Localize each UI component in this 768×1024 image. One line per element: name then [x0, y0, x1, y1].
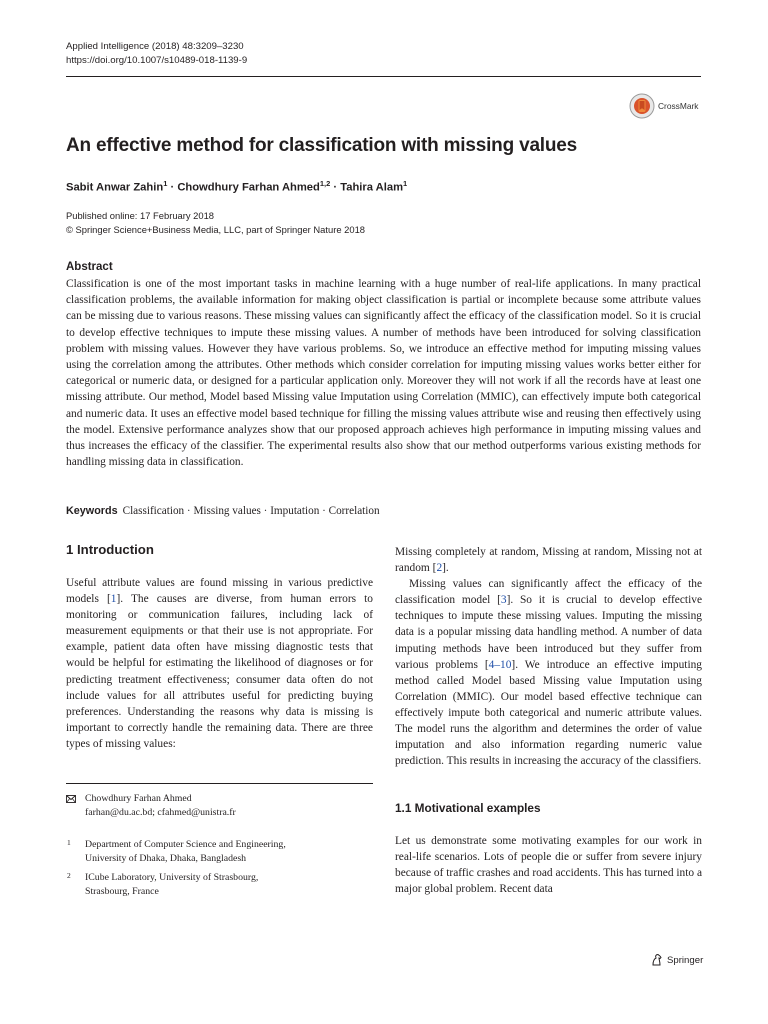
author-affiliation: 1 — [403, 179, 408, 188]
author-name[interactable]: Chowdhury Farhan Ahmed — [177, 181, 320, 194]
journal-header — [66, 40, 247, 68]
section-heading-introduction: 1 Introduction — [66, 542, 154, 557]
keywords-line — [66, 505, 380, 517]
author-separator: · — [330, 181, 341, 194]
motivational-paragraph: Let us demonstrate some motivating examples for our work in real-life scenarios. Lots of people die or suffer from severe injury because of traffic crashes and road accidents. This has turned into a major global problem. Recent data — [395, 835, 703, 896]
affiliation-line: Department of Computer Science and Engineering, — [85, 839, 286, 850]
affiliation-number: 2 — [67, 871, 71, 880]
intro-paragraph — [395, 544, 702, 576]
citation-link[interactable]: 1 — [110, 593, 117, 606]
motivational-column — [395, 833, 702, 897]
keywords-label: Keywords — [66, 505, 118, 517]
author-affiliation: 1,2 — [319, 179, 331, 188]
affiliation-line: University of Dhaka, Dhaka, Bangladesh — [85, 852, 247, 864]
affiliation-line: Strasbourg, France — [85, 885, 159, 897]
subsection-heading-motivational-examples: 1.1 Motivational examples — [395, 801, 541, 815]
author-separator: · — [167, 181, 178, 194]
journal-citation: Applied Intelligence (2018) 48:3209–3230 — [66, 41, 244, 52]
footnote-rule — [66, 783, 373, 784]
intro-paragraph — [395, 576, 702, 769]
text-run: Missing values can significantly affect the efficacy of the classification model [ — [395, 578, 702, 607]
citation-link[interactable]: 2 — [436, 562, 443, 575]
affiliation-note-2 — [67, 871, 259, 898]
doi-link[interactable]: https://doi.org/10.1007/s10489-018-1139-9 — [66, 55, 248, 66]
corresponding-author-name: Chowdhury Farhan Ahmed — [85, 793, 192, 804]
publication-info — [66, 209, 365, 237]
crossmark-icon — [629, 93, 655, 119]
intro-left-column — [66, 575, 373, 752]
copyright-notice: © Springer Science+Business Media, LLC, part of Springer Nature 2018 — [66, 224, 365, 235]
text-run: Missing completely at random, Missing at random, Missing not at random [ — [395, 546, 702, 575]
text-run: Useful attribute values are found missing in various predictive models [ — [66, 577, 373, 606]
text-run: ]. We introduce an effective imputing method called Model based Missing value Imputation using Correlation (MMIC). Our model based effective technique can effectively impute both categorical and numeric attribute values. The model runs the algorithm and determines the order of value imputation and also information regarding numeric value prediction. This results in increasing the accuracy of the classifiers. — [395, 658, 702, 768]
author-list — [66, 179, 407, 194]
springer-horse-icon — [650, 953, 664, 967]
text-run: ]. The causes are diverse, from human errors to monitoring or communication failures, including lack of measurement equipments or that their use is not appropriate. For example, patient data often have missing diagnostic tests that would be helpful for estimating the likelihood of diagnoses or for predicting treatment effectiveness; consumer data often do not include values for all attributes useful for predicting buying preferences. Understanding the reasons why data is missing is important to correctly handle the remaining data. There are three types of missing values: — [66, 593, 373, 750]
corresponding-author-note — [85, 792, 236, 819]
paper-title: An effective method for classification with missing values — [66, 135, 578, 156]
text-run: ]. So it is crucial to develop effective techniques to impute these missing values. Imputing the missing data is a popular missing data handling method. A number of data imputing methods have been introduced but they suffer from various problems [ — [395, 594, 702, 671]
affiliation-note-1 — [67, 838, 286, 865]
crossmark-label: CrossMark — [658, 101, 699, 111]
publisher-name: Springer — [667, 954, 704, 966]
keywords-list: Classification · Missing values · Imputation · Correlation — [122, 505, 380, 517]
published-date: Published online: 17 February 2018 — [66, 210, 215, 221]
affiliation-line: ICube Laboratory, University of Strasbourg, — [85, 872, 259, 883]
envelope-icon — [66, 795, 76, 803]
author-name[interactable]: Tahira Alam — [340, 181, 404, 194]
intro-right-column — [395, 544, 702, 769]
intro-paragraph — [66, 575, 373, 752]
abstract-text: Classification is one of the most important tasks in machine learning with a huge number of real-life applications. In many practical classification problems, the available information for making object classification is partial or incomplete because some attribute values can be missing due to various reasons. These missing values can significantly affect the efficacy of the classification model. So it is crucial to develop effective techniques to impute these missing values. A number of methods have been introduced for solving classification problem with missing values. However they have various problems. So, we introduce an effective method for imputing missing values using the correlation among the attributes. Other methods which consider correlation for imputing missing values works better either for categorical or numeric data, or designed for a particular application only. Moreover they will not work if all the records have at least one missing attribute. Our method, Model based Missing value Imputation using Correlation (MMIC), can effectively impute both categorical and numeric data. It uses an effective model based technique for filling the missing values attribute wise and reusing then effectively using the model. Extensive performance analyzes show that our proposed approach achieves high performance in imputing missing values and thus increases the efficacy of the classifier. The experimental results also show that our method outperforms various existing methods for handling missing data in classification. — [66, 278, 701, 469]
author-name[interactable]: Sabit Anwar Zahin — [66, 181, 164, 194]
crossmark-badge[interactable] — [629, 93, 698, 119]
citation-link[interactable]: 4–10 — [488, 658, 512, 671]
header-rule — [66, 76, 701, 77]
affiliation-number: 1 — [67, 838, 71, 847]
abstract-heading: Abstract — [66, 261, 113, 273]
corresponding-author-email[interactable]: farhan@du.ac.bd; cfahmed@unistra.fr — [85, 806, 236, 818]
text-run: ]. — [442, 562, 449, 575]
springer-logo — [650, 953, 703, 967]
citation-link[interactable]: 3 — [500, 594, 507, 607]
author-affiliation: 1 — [163, 179, 168, 188]
